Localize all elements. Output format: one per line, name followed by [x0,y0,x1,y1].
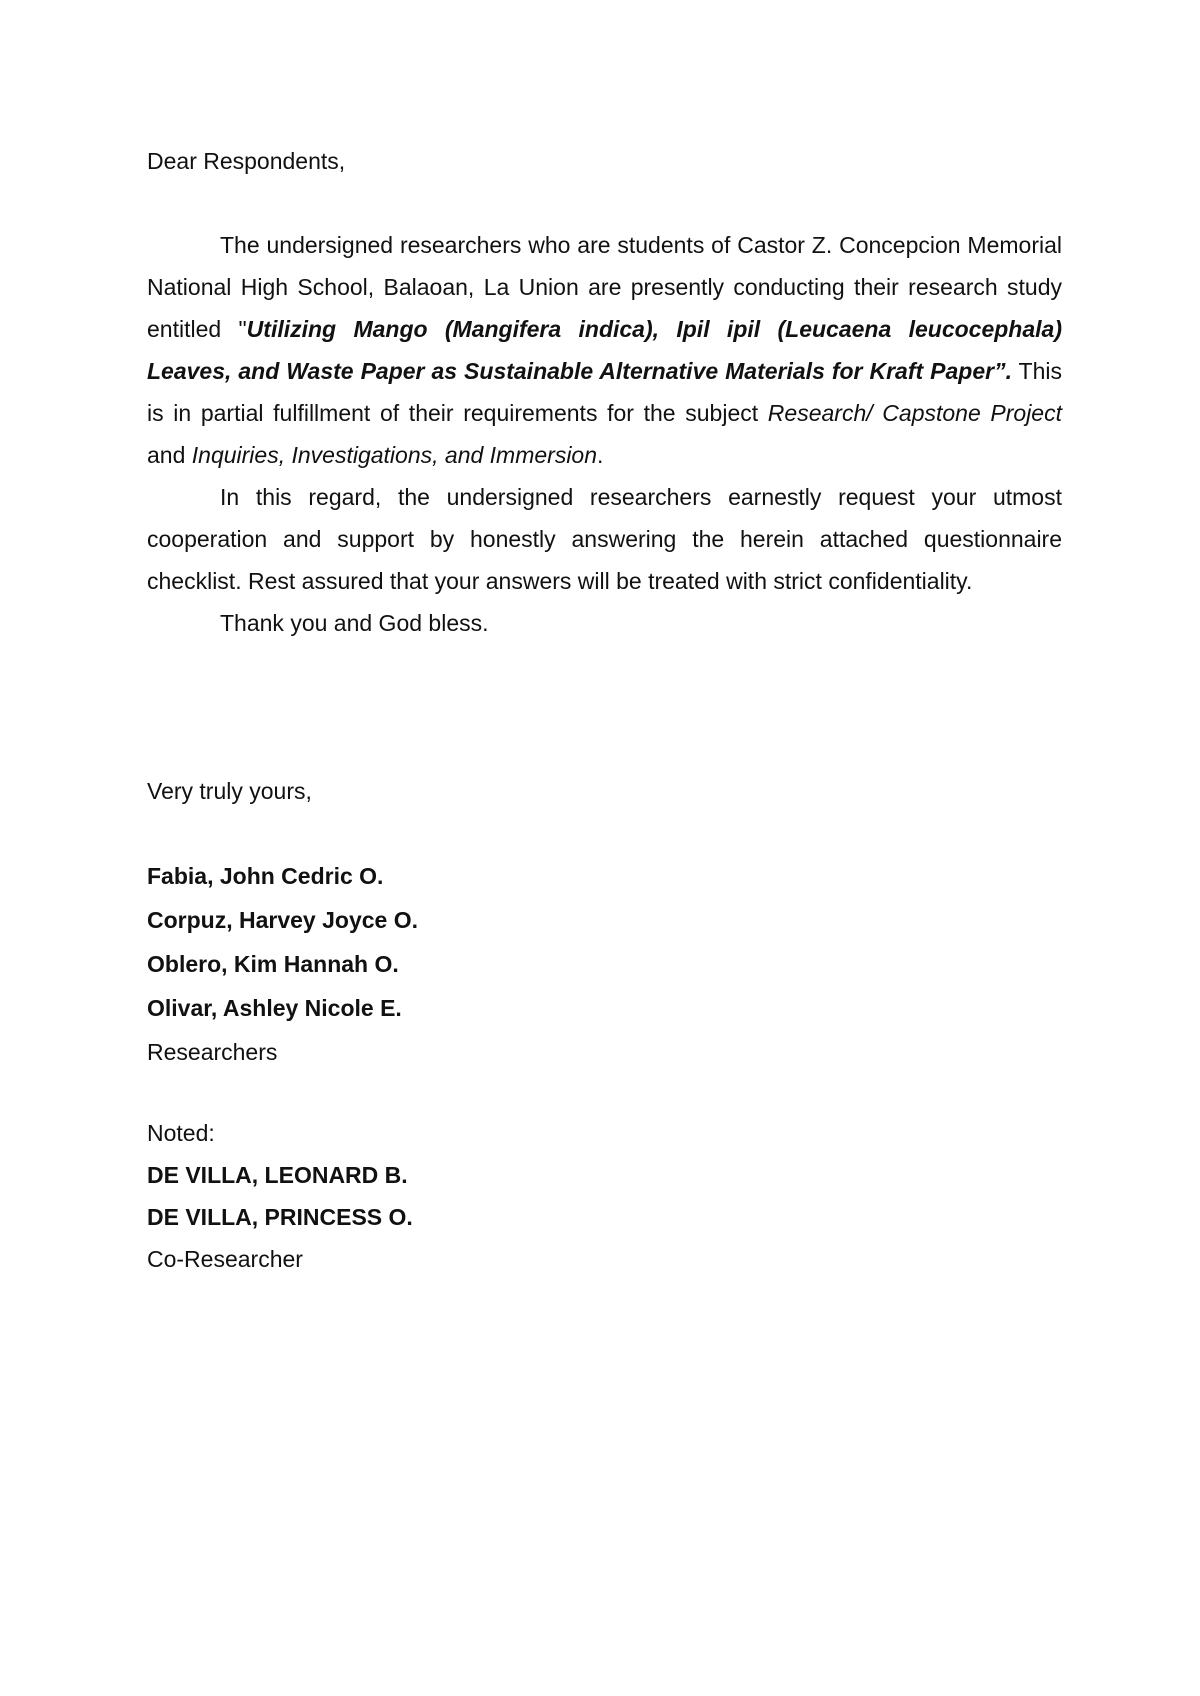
study-title: Utilizing Mango (Mangifera indica), Ipil ipil (Leucaena leucocephala) Leaves, and Waste Paper as Sustainable Alternative Materials for Kraft Paper”. [147,316,1062,384]
researcher-name: Corpuz, Harvey Joyce O. [147,907,418,933]
subject-name-2: Inquiries, Investigations, and Immersion [191,442,598,468]
noted-section [147,1112,1062,1280]
paragraph-intro-middle: This is in partial fulfillment of their requirements for the subject [147,358,1062,426]
paragraph-intro-end: . [597,442,604,468]
researchers-list [147,854,1062,1074]
paragraph-intro [147,224,1062,476]
paragraph-thanks: Thank you and God bless. [220,610,489,636]
salutation: Dear Respondents, [147,148,346,174]
researcher-name: Olivar, Ashley Nicole E. [147,995,402,1021]
paragraph-request: In this regard, the undersigned researchers earnestly request your utmost cooperation and support by honestly answering the herein attached questionnaire checklist. Rest assured that your answers will be treated with strict confidentiality. [147,484,1062,594]
letter-body [147,140,1062,1280]
co-researcher-name: DE VILLA, PRINCESS O. [147,1204,413,1230]
co-researcher-name: DE VILLA, LEONARD B. [147,1162,408,1188]
co-researcher-role: Co-Researcher [147,1246,303,1272]
paragraph-intro-text: The undersigned researchers who are students of Castor Z. Concepcion Memorial National High School, Balaoan, La Union are presently conducting their research study entitled " [147,232,1062,342]
closing-phrase: Very truly yours, [147,778,312,804]
researcher-name: Oblero, Kim Hannah O. [147,951,399,977]
researcher-name: Fabia, John Cedric O. [147,863,384,889]
noted-label: Noted: [147,1120,215,1146]
subject-name-1: Research/ Capstone Project [767,400,1062,426]
paragraph-intro-and: and [147,442,192,468]
researchers-role: Researchers [147,1039,278,1065]
